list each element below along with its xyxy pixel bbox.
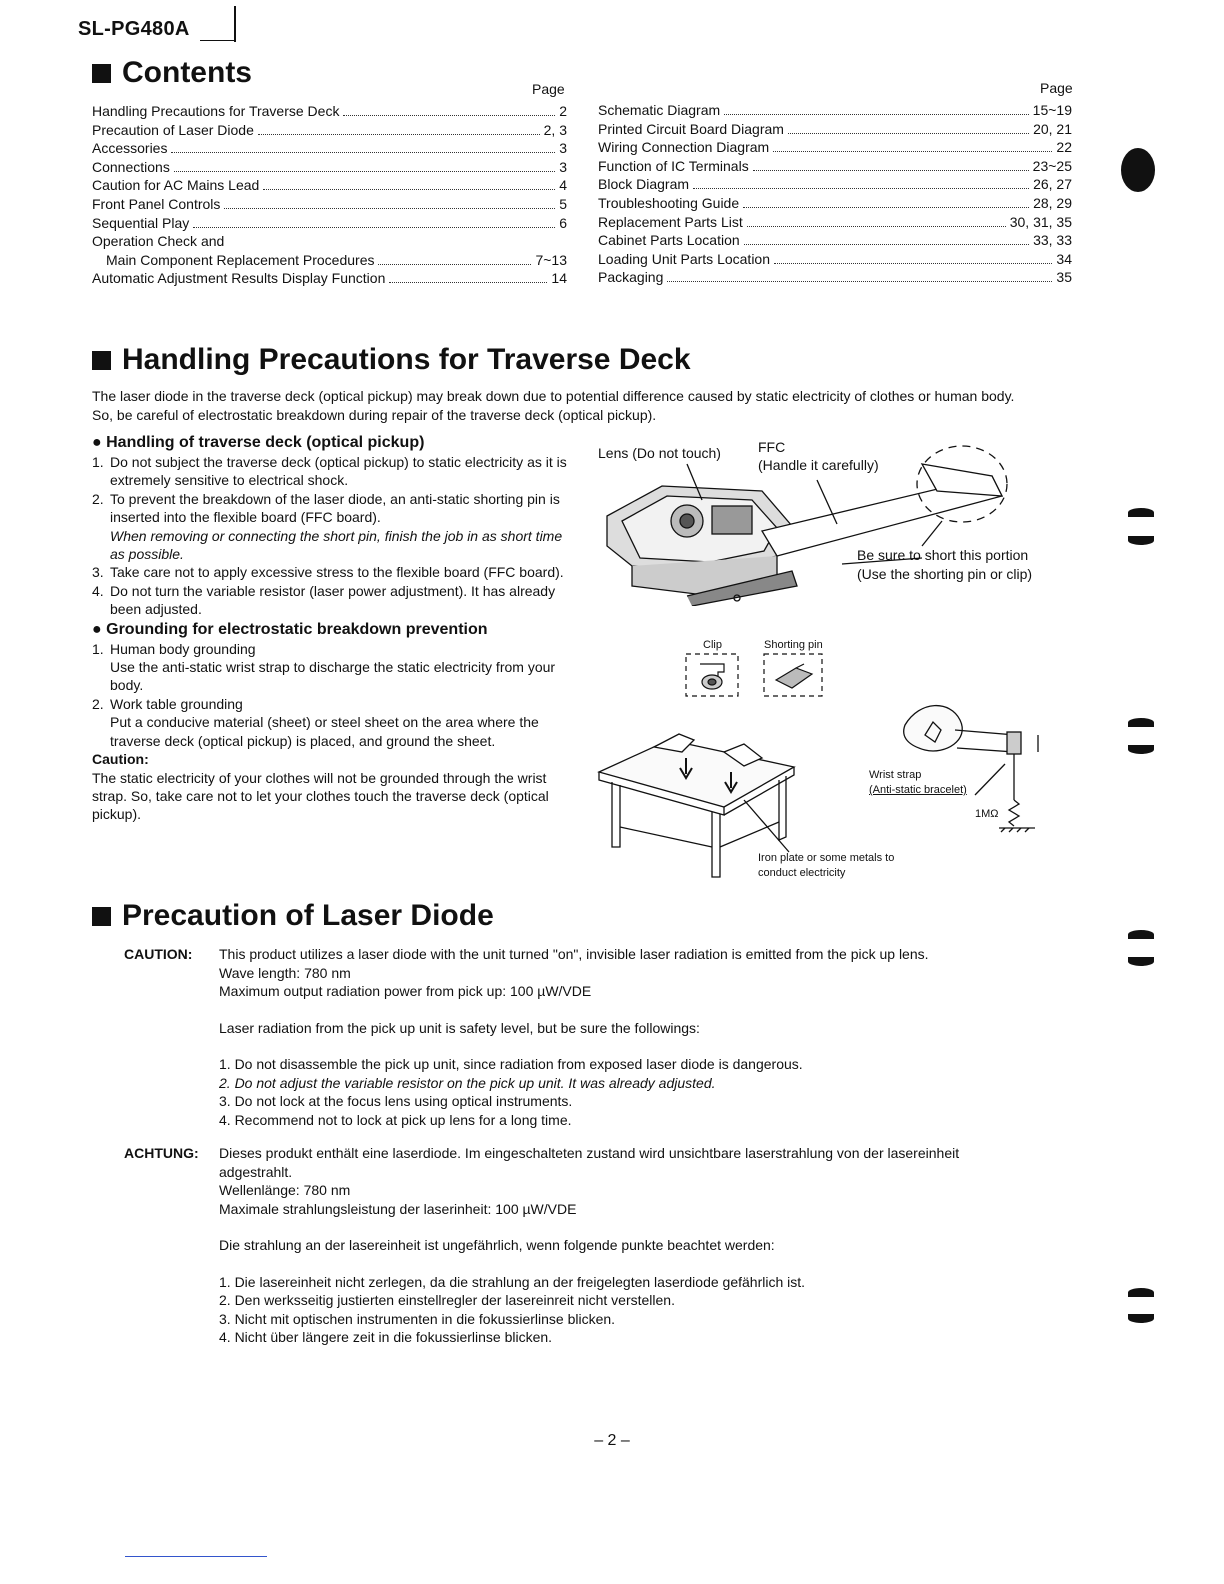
list-item: 3. Take care not to apply excessive stress to the flexible board (FFC board).: [92, 564, 564, 581]
binding-mark: [1128, 1288, 1154, 1297]
toc-entry[interactable]: Printed Circuit Board Diagram 20, 21: [598, 120, 1072, 137]
toc-entry[interactable]: Main Component Replacement Procedures 7~13: [106, 251, 567, 268]
toc-entry[interactable]: Cabinet Parts Location 33, 33: [598, 232, 1072, 249]
footer-rule: [125, 1556, 267, 1557]
achtung-item: 3. Nicht mit optischen instrumenten in die fokussierlinse blicken.: [219, 1310, 616, 1327]
subheading-handling: ● Handling of traverse deck (optical pickup): [92, 434, 425, 451]
caution-item: 3. Do not lock at the focus lens using optical instruments.: [219, 1093, 573, 1109]
achtung-line: Dieses produkt enthält eine laserdiode. Im eingeschalteten zustand wird unsichtbare laserstrahlung von der lasereinheit adgestrahlt.: [219, 1145, 960, 1180]
toc-left-column: [92, 102, 567, 288]
heading-square-icon: [92, 64, 111, 83]
caution-line: This product utilizes a laser diode with the unit turned "on", invisible laser radiation is emitted from the pick up lens.: [219, 946, 929, 962]
label-conduct-electricity: conduct electricity: [758, 867, 846, 879]
toc-right-column: [598, 101, 1072, 287]
label-anti-static-bracelet: (Anti-static bracelet): [869, 784, 967, 796]
toc-entry[interactable]: Replacement Parts List 30, 31, 35: [598, 213, 1072, 230]
list-item: 2. Work table grounding: [92, 695, 243, 712]
toc-entry[interactable]: Front Panel Controls 5: [92, 195, 567, 212]
toc-entry[interactable]: Schematic Diagram 15~19: [598, 102, 1072, 118]
toc-entry[interactable]: Wiring Connection Diagram 22: [598, 139, 1072, 156]
binding-mark: [1128, 508, 1154, 517]
achtung-line: Die strahlung an der lasereinheit ist ungefährlich, wenn folgende punkte beachtet werden:: [219, 1237, 775, 1253]
caution-line: Laser radiation from the pick up unit is safety level, but be sure the followings:: [219, 1019, 700, 1036]
list-item-detail: Use the anti-static wrist strap to discharge the static electricity from your body.: [110, 659, 556, 694]
caution-label: CAUTION:: [124, 946, 193, 962]
bullet-icon: ●: [92, 434, 102, 451]
achtung-line: Maximale strahlungsleistung der laserinheit: 100 µW/VDE: [219, 1200, 577, 1217]
handling-intro-2: So, be careful of electrostatic breakdown during repair of the traverse deck (optical pickup).: [92, 407, 657, 423]
achtung-block: [124, 1144, 1024, 1354]
caution-block: [124, 945, 1024, 1135]
handling-heading: [92, 343, 691, 377]
handling-list: [92, 433, 568, 824]
caution-item: 1. Do not disassemble the pick up unit, since radiation from exposed laser diode is dangerous.: [219, 1056, 803, 1072]
toc-entry: Operation Check and: [92, 233, 225, 250]
toc-page-label-left: Page: [532, 81, 565, 97]
list-item: 1. Human body grounding: [92, 640, 256, 657]
binding-mark: [1128, 930, 1154, 939]
laser-title: Precaution of Laser Diode: [122, 899, 494, 932]
achtung-line: Wellenlänge: 780 nm: [219, 1182, 351, 1198]
laser-heading: [92, 899, 494, 933]
clip-and-pin-icons: [684, 652, 829, 700]
caution-line: Maximum output radiation power from pick up: 100 µW/VDE: [219, 983, 592, 999]
toc-entry[interactable]: Packaging 35: [598, 269, 1072, 286]
achtung-item: 2. Den werksseitig justierten einstellregler der lasereinreit nicht verstellen.: [219, 1292, 675, 1308]
binding-mark: [1128, 1314, 1154, 1323]
caution-item: 2. Do not adjust the variable resistor on the pick up unit. It was already adjusted.: [219, 1074, 716, 1091]
label-iron-plate: Iron plate or some metals to: [758, 852, 895, 864]
binding-hole-mark: [1121, 148, 1155, 192]
achtung-item: 1. Die lasereinheit nicht zerlegen, da die strahlung an der freigelegten laserdiode gefährlich ist.: [219, 1273, 806, 1290]
model-number: SL-PG480A: [78, 18, 190, 40]
toc-entry[interactable]: Automatic Adjustment Results Display Function 14: [92, 270, 567, 287]
label-clip: Clip: [703, 639, 722, 651]
toc-entry[interactable]: Caution for AC Mains Lead 4: [92, 177, 567, 194]
heading-square-icon: [92, 351, 111, 370]
toc-entry[interactable]: Function of IC Terminals 23~25: [598, 157, 1072, 174]
caution-line: Wave length: 780 nm: [219, 964, 351, 981]
label-lens: Lens (Do not touch): [598, 445, 721, 461]
toc-entry[interactable]: Troubleshooting Guide 28, 29: [598, 194, 1072, 211]
handling-intro-1: The laser diode in the traverse deck (optical pickup) may break down due to potential difference caused by static electricity of clothes or human body.: [92, 388, 1015, 404]
toc-entry[interactable]: Loading Unit Parts Location 34: [598, 250, 1072, 267]
bullet-icon: ●: [92, 620, 102, 638]
wrist-strap-illustration: [895, 700, 1045, 835]
toc-entry[interactable]: Accessories 3: [92, 140, 567, 157]
list-item: 4. Do not turn the variable resistor (laser power adjustment). It has already been adjusted.: [92, 582, 556, 618]
heading-square-icon: [92, 907, 111, 926]
toc-page-label-right: Page: [1040, 80, 1073, 96]
toc-entry[interactable]: Connections 3: [92, 158, 567, 175]
contents-heading: [92, 56, 252, 90]
list-item: 1. Do not subject the traverse deck (optical pickup) to static electricity as it is extremely sensitive to electrical shock.: [92, 454, 567, 489]
label-shorting-pin: Shorting pin: [764, 639, 823, 651]
achtung-item: 4. Nicht über längere zeit in die fokussierlinse blicken.: [219, 1329, 553, 1345]
label-shorting-pin-or-clip: (Use the shorting pin or clip): [857, 566, 1033, 582]
binding-mark: [1128, 536, 1154, 545]
label-ffc: FFC: [758, 439, 786, 455]
toc-entry[interactable]: Precaution of Laser Diode 2, 3: [92, 121, 567, 138]
header-underline: [200, 40, 235, 41]
list-item-detail: Put a conducive material (sheet) or steel sheet on the area where the traverse deck (optical pickup) is placed, and ground the sheet.: [110, 714, 539, 749]
label-resistor: 1MΩ: [975, 808, 999, 820]
list-item-note: When removing or connecting the short pin, finish the job in as short time as possible.: [110, 527, 563, 563]
caution-text: The static electricity of your clothes will not be grounded through the wrist strap. So, take care not to let your clothes touch the traverse deck (optical pickup).: [92, 769, 549, 823]
caution-item: 4. Recommend not to lock at pick up lens for a long time.: [219, 1111, 572, 1128]
list-item: 2. To prevent the breakdown of the laser diode, an anti-static shorting pin is inserted into the flexible board (FFC board).: [92, 490, 560, 526]
handling-title: Handling Precautions for Traverse Deck: [122, 343, 691, 376]
binding-mark: [1128, 957, 1154, 966]
label-wrist-strap: Wrist strap: [869, 769, 922, 781]
binding-mark: [1128, 745, 1154, 754]
subheading-grounding: ● Grounding for electrostatic breakdown prevention: [92, 620, 488, 638]
header-divider: [234, 6, 236, 42]
toc-entry[interactable]: Sequential Play 6: [92, 214, 567, 231]
contents-title: Contents: [122, 56, 252, 89]
page-number: – 2 –: [594, 1432, 630, 1449]
toc-entry[interactable]: Handling Precautions for Traverse Deck 2: [92, 103, 567, 119]
label-short-portion: Be sure to short this portion: [857, 547, 1029, 563]
label-ffc-handle: (Handle it carefully): [758, 457, 879, 473]
binding-mark: [1128, 718, 1154, 727]
caution-label: Caution:: [92, 751, 149, 768]
achtung-label: ACHTUNG:: [124, 1145, 199, 1161]
toc-entry[interactable]: Block Diagram 26, 27: [598, 176, 1072, 193]
